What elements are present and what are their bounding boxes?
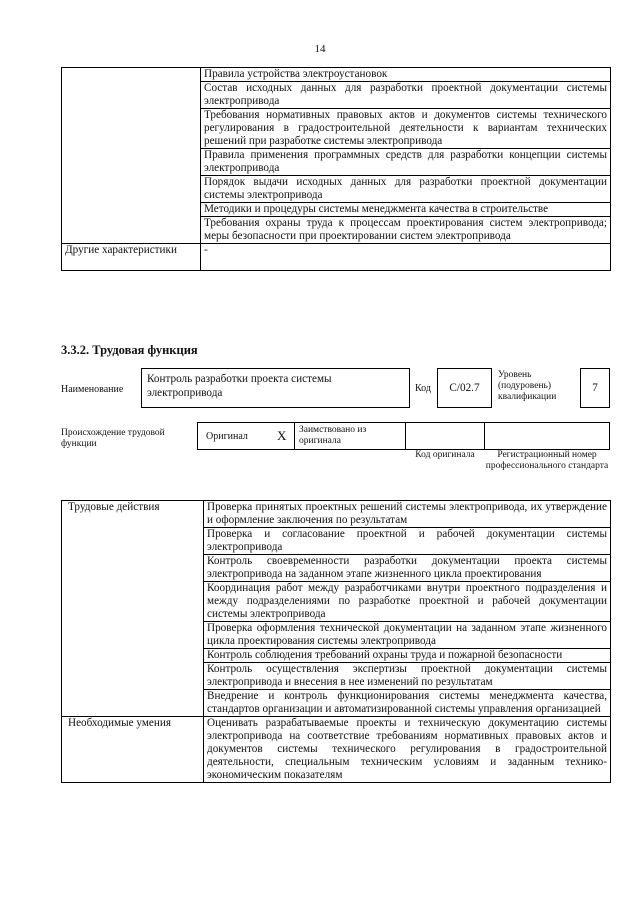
table-cell: Контроль соблюдения требований охраны труда и пожарной безопасности [204, 649, 611, 663]
level-box: 7 [580, 368, 610, 408]
section-title: 3.3.2. Трудовая функция [61, 343, 198, 357]
table-cell: Состав исходных данных для разработки проектной документации системы электропривода [201, 82, 611, 109]
reg-number-box [484, 422, 610, 450]
table-row [62, 244, 611, 271]
table-cell: Требования охраны труда к процессам проектирования систем электропривода; меры безопасности при проектировании систем электропривода [201, 217, 611, 244]
original-mark: X [277, 428, 287, 443]
original-label: Оригинал [206, 431, 248, 442]
table-cell: - [201, 244, 611, 271]
name-label: Наименование [61, 384, 124, 395]
row-label-empty [62, 68, 201, 244]
page-number: 14 [314, 43, 326, 55]
table-cell: Проверка оформления технической документации на заданном этапе жизненного цикла проектирования системы электропривода [204, 622, 611, 649]
row-label: Другие характеристики [62, 244, 201, 271]
table-cell: Требования нормативных правовых актов и документов системы технического регулирования в градостроительной деятельности к вариантам технических решений при разработке системы электропривода [201, 109, 611, 149]
origin-label: Происхождение трудовой функции [61, 428, 165, 449]
code-original-box [405, 422, 485, 450]
table-row [62, 717, 611, 783]
table-cell: Методики и процедуры системы менеджмента качества в строительстве [201, 203, 611, 217]
borrowed-box: Заимствовано из оригинала [294, 422, 406, 450]
table-cell: Координация работ между разработчиками внутри проектного подразделения и между подразделениями по разработке проектной и рабочей документации системы электропривода [204, 582, 611, 622]
table-cell: Проверка и согласование проектной и рабочей документации системы электропривода [204, 528, 611, 555]
table-row [62, 68, 611, 82]
table-cell: Оценивать разрабатываемые проекты и техническую документацию системы электропривода на соответствие требованиям нормативных правовых актов и документов системы технического регулирования в градостроительной деятельности, специальным техническим условиям и заданным технико-экономическим показателям [204, 717, 611, 783]
knowledge-table [61, 67, 611, 271]
actions-table [61, 500, 611, 783]
function-name-box: Контроль разработки проекта системы электропривода [141, 368, 410, 408]
code-original-caption: Код оригинала [415, 450, 475, 460]
table-cell: Порядок выдачи исходных данных для разработки проектной документации системы электропривода [201, 176, 611, 203]
reg-number-caption: Регистрационный номер профессионального стандарта [485, 450, 609, 471]
code-label: Код [415, 383, 431, 394]
row-label: Необходимые умения [62, 717, 204, 783]
table-cell: Контроль своевременности разработки документации проекта системы электропривода на заданном этапе жизненного цикла проектирования [204, 555, 611, 582]
table-cell: Правила устройства электроустановок [201, 68, 611, 82]
original-box [197, 422, 295, 450]
code-box: C/02.7 [437, 368, 492, 408]
table-cell: Правила применения программных средств для разработки концепции системы электропривода [201, 149, 611, 176]
table-cell: Контроль осуществления экспертизы проектной документации системы электропривода и внесения в нее изменений по результатам [204, 663, 611, 690]
level-label: Уровень (подуровень) квалификации [498, 370, 557, 402]
row-label: Трудовые действия [62, 501, 204, 717]
table-cell: Внедрение и контроль функционирования системы менеджмента качества, стандартов организации и автоматизированной системы управления организацией [204, 690, 611, 717]
table-cell: Проверка принятых проектных решений системы электропривода, их утверждение и оформление заключения по результатам [204, 501, 611, 528]
table-row [62, 501, 611, 528]
